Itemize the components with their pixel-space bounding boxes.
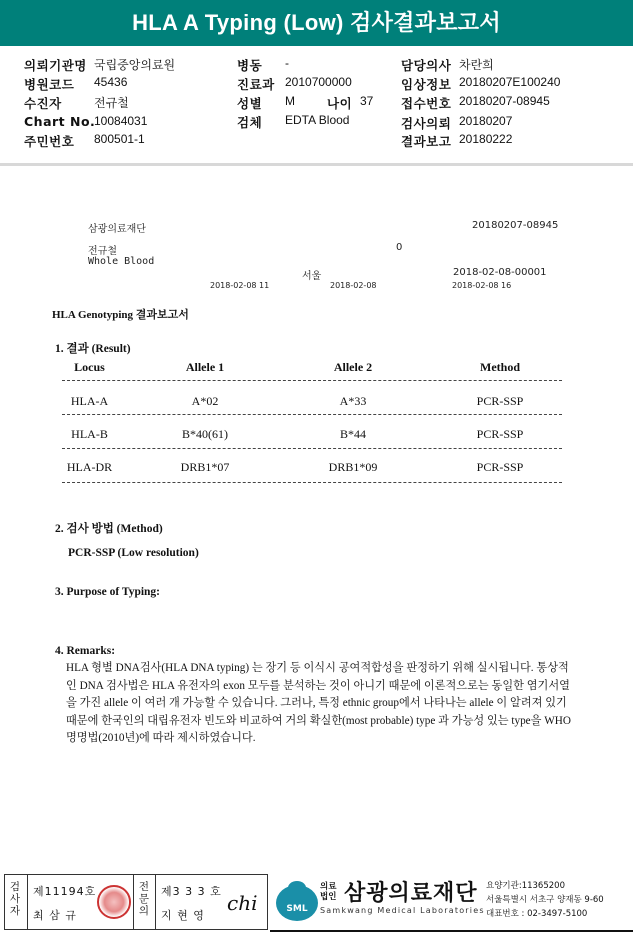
- report-date-value: 20180222: [459, 132, 513, 146]
- requester-value: 국립중앙의료원: [94, 58, 176, 72]
- report-date-label: 결과보고: [401, 134, 452, 149]
- row-3-locus: HLA-DR: [66, 460, 113, 474]
- column-allele-1: Allele 1: [185, 360, 225, 374]
- chart-no-label: Chart No.: [24, 114, 96, 129]
- age-label: 나이: [327, 96, 353, 111]
- row-2-allele-2: B*44: [339, 427, 366, 441]
- row-3-allele-1: DRB1*07: [180, 460, 230, 474]
- ward-value: -: [285, 56, 289, 70]
- patient-label: 수진자: [24, 96, 62, 111]
- row-3-method: PCR-SSP: [476, 460, 524, 474]
- table-divider: [62, 482, 562, 483]
- report-sheet: [0, 172, 633, 852]
- sheet-specimen: Whole Blood: [88, 256, 155, 267]
- examiner-license: 제11194호: [33, 885, 97, 898]
- report-title: HLA Genotyping 결과보고서: [52, 309, 189, 321]
- official-seal-icon: [97, 885, 131, 919]
- logo-text: SML: [286, 904, 308, 914]
- sheet-report-id: 2018-02-08-00001: [453, 267, 547, 278]
- specialist-license: 제3 3 3 호: [161, 885, 222, 898]
- footer-divider: [270, 930, 633, 932]
- row-1-allele-1: A*02: [191, 394, 219, 408]
- column-method: Method: [480, 360, 520, 374]
- institution-code: 요양기관:11365200: [486, 881, 565, 891]
- specimen-label: 검체: [237, 115, 263, 130]
- doctor-label: 담당의사: [401, 58, 452, 73]
- method-heading: 2. 검사 방법 (Method): [55, 523, 163, 535]
- ward-label: 병동: [237, 58, 263, 73]
- table-divider: [62, 380, 562, 381]
- row-2-allele-1: B*40(61): [182, 427, 228, 441]
- sheet-org: 삼광의료재단: [88, 224, 146, 235]
- brand-prefix: 의료 법인: [320, 882, 337, 902]
- sheet-zero: 0: [396, 242, 403, 253]
- clinical-info-label: 임상정보: [401, 77, 452, 92]
- result-heading: 1. 결과 (Result): [55, 343, 131, 355]
- patient-info-panel: [0, 52, 633, 164]
- method-value: PCR-SSP (Low resolution): [68, 547, 199, 559]
- patient-value: 전규철: [94, 96, 129, 110]
- phone: 대표번호 : 02-3497-5100: [486, 909, 588, 919]
- sex-value: M: [285, 94, 295, 108]
- hospital-code-label: 병원코드: [24, 77, 75, 92]
- purpose-heading: 3. Purpose of Typing:: [55, 586, 161, 598]
- sheet-date-3: 2018-02-08 16: [452, 281, 512, 290]
- signature-divider: [27, 875, 28, 929]
- specialist-name: 지 현 영: [161, 909, 205, 922]
- report-title-bar: HLA A Typing (Low) 검사결과보고서: [0, 0, 633, 46]
- sheet-date-2: 2018-02-08: [330, 281, 377, 290]
- accession-label: 접수번호: [401, 96, 452, 111]
- hospital-code-value: 45436: [94, 75, 128, 89]
- address: 서울특별시 서초구 양재동 9-60: [486, 895, 604, 905]
- brand-english: Samkwang Medical Laboratories: [320, 906, 485, 915]
- brand-name: 삼광의료재단: [344, 881, 478, 906]
- examiner-label: 검사자: [9, 881, 21, 917]
- table-divider: [62, 414, 562, 415]
- column-locus: Locus: [74, 360, 105, 374]
- row-1-method: PCR-SSP: [476, 394, 524, 408]
- clinical-info-value: 20180207E100240: [459, 75, 561, 89]
- chart-no-value: 10084031: [94, 114, 148, 128]
- row-1-allele-2: A*33: [339, 394, 367, 408]
- specimen-value: EDTA Blood: [285, 113, 350, 127]
- dept-label: 진료과: [237, 77, 275, 92]
- sml-logo-icon: [274, 878, 320, 924]
- accession-value: 20180207-08945: [459, 94, 550, 108]
- specialist-label: 전문의: [138, 881, 150, 917]
- dept-value: 2010700000: [285, 75, 352, 89]
- remarks-text: HLA 형별 DNA검사(HLA DNA typing) 는 장기 등 이식시 공여적합성을 판정하기 위해 실시됩니다. 통상적인 DNA 검사법은 HLA 유전자의 exon 모두를 분석하는 것이 아니기 때문에 이론적으로는 동일한 염기서열을 가진 allele 이 여러 개 가능할 수 있습니다. 그러나, 특정 ethnic group에서 나타나는 allele 이 알려져 있기 때문에 한국인의 대립유전자 빈도와 비교하여 거의 확실한(most probable) type 과 가능성 있는 type을 WHO 명명법(2010년)에 따라 제시하였습니다.: [66, 662, 571, 744]
- row-2-method: PCR-SSP: [476, 427, 524, 441]
- row-3-allele-2: DRB1*09: [328, 460, 378, 474]
- sheet-accession: 20180207-08945: [472, 220, 559, 231]
- report-footer: [0, 870, 633, 936]
- row-2-locus: HLA-B: [71, 427, 108, 441]
- requester-label: 의뢰기관명: [24, 58, 87, 73]
- table-divider: [62, 448, 562, 449]
- row-1-locus: HLA-A: [70, 394, 109, 408]
- doctor-value: 차란희: [459, 58, 494, 72]
- sheet-region: 서울: [302, 271, 322, 282]
- request-date-label: 검사의뢰: [401, 116, 452, 131]
- request-date-value: 20180207: [459, 114, 513, 128]
- info-divider: [0, 163, 633, 166]
- examiner-name: 최 삼 규: [33, 909, 77, 922]
- remarks-heading: 4. Remarks:: [55, 645, 116, 657]
- signature-divider: [155, 875, 156, 929]
- sheet-date-1: 2018-02-08 11: [210, 281, 270, 290]
- rrn-label: 주민번호: [24, 134, 75, 149]
- sheet-patient: 전규철: [88, 246, 117, 257]
- signature-box: [4, 874, 268, 930]
- age-value: 37: [360, 94, 374, 108]
- signature-divider: [133, 875, 134, 929]
- sex-label: 성별: [237, 96, 263, 111]
- handwritten-signature: chi: [227, 891, 258, 915]
- rrn-value: 800501-1: [94, 132, 145, 146]
- column-allele-2: Allele 2: [333, 360, 373, 374]
